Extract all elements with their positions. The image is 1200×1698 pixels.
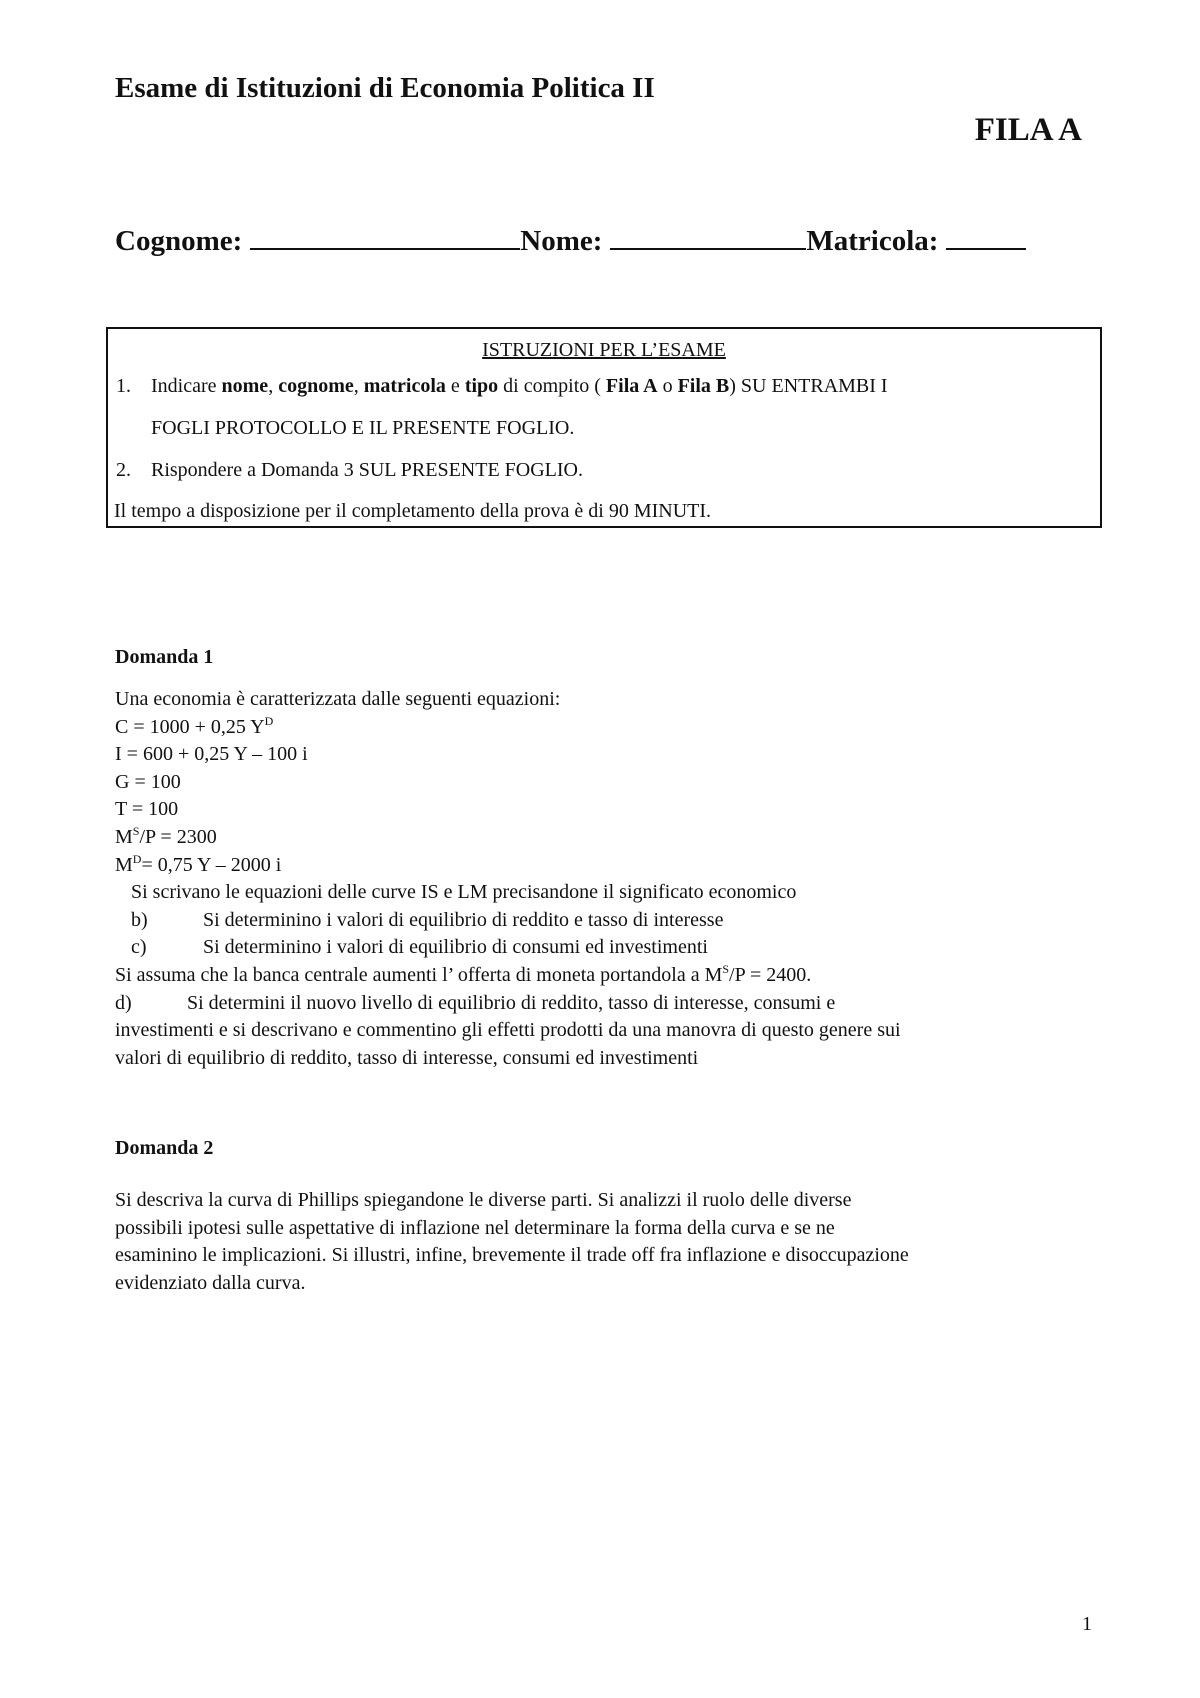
instruction-continuation: FOGLI PROTOCOLLO E IL PRESENTE FOGLIO. xyxy=(151,417,575,439)
instruction-item-2 xyxy=(108,449,1100,491)
equation-text: /P = 2300 xyxy=(139,825,217,848)
instruction-number: 1. xyxy=(116,375,131,397)
question-label: d) xyxy=(115,991,132,1014)
superscript: D xyxy=(264,713,274,728)
exam-title: Esame di Istituzioni di Economia Politica II xyxy=(115,72,655,104)
domanda-2-line: Si descriva la curva di Phillips spiegandone le diverse parti. Si analizzi il ruolo delle diverse xyxy=(115,1189,852,1211)
superscript: S xyxy=(722,961,730,976)
domanda-2 xyxy=(115,1137,1095,1297)
question-d-line-3: valori di equilibrio di reddito, tasso di interesse, consumi ed investimenti xyxy=(115,1046,699,1069)
nome-label: Nome: xyxy=(520,225,603,257)
instruction-bold: matricola xyxy=(363,375,446,397)
instruction-text: ) SU ENTRAMBI I xyxy=(729,375,888,397)
domanda-1-body xyxy=(115,686,1095,1072)
instruction-bold: nome xyxy=(221,375,269,397)
assumption xyxy=(115,962,1095,990)
intro-text: Una economia è caratterizzata dalle seguenti equazioni: xyxy=(115,688,561,710)
equation-t: T = 100 xyxy=(115,798,179,821)
nome-field[interactable] xyxy=(610,226,806,250)
instruction-bold: Fila A xyxy=(605,375,658,397)
question-label: b) xyxy=(131,908,148,931)
page-number: 1 xyxy=(1082,1613,1092,1635)
equation-c xyxy=(115,714,1095,742)
time-note: Il tempo a disposizione per il completamento della prova è di 90 MINUTI. xyxy=(114,500,712,522)
instruction-bold: Fila B xyxy=(677,375,730,397)
question-d xyxy=(115,990,1095,1018)
instruction-bold: cognome xyxy=(278,375,354,397)
instruction-number: 2. xyxy=(116,459,131,481)
assumption-text: Si assuma che la banca centrale aumenti l’ offerta di moneta portandola a M xyxy=(115,963,723,986)
equation-i: I = 600 + 0,25 Y – 100 i xyxy=(115,743,308,766)
equation-md xyxy=(115,852,1095,880)
instructions-box xyxy=(106,327,1102,528)
question-label: c) xyxy=(131,936,147,959)
equation-g: G = 100 xyxy=(115,770,181,793)
instruction-item-1 xyxy=(108,365,1100,449)
question-text: Si determinino i valori di equilibrio di reddito e tasso di interesse xyxy=(203,908,724,931)
domanda-2-body xyxy=(115,1187,1095,1297)
question-text: Si determini il nuovo livello di equilibrio di reddito, tasso di interesse, consumi e xyxy=(187,991,836,1014)
student-id-line xyxy=(115,225,1026,258)
domanda-1-title: Domanda 1 xyxy=(115,646,214,668)
equation-text: M xyxy=(115,853,133,876)
domanda-2-line: evidenziato dalla curva. xyxy=(115,1271,306,1294)
domanda-2-line: possibili ipotesi sulle aspettative di inflazione nel determinare la forma della curva e se ne xyxy=(115,1216,835,1239)
instruction-text: , xyxy=(268,375,274,397)
equation-text: C = 1000 + 0,25 Y xyxy=(115,715,265,738)
question-a: Si scrivano le equazioni delle curve IS e LM precisandone il significato economico xyxy=(131,881,797,904)
domanda-1 xyxy=(115,646,1095,1072)
equation-text: M xyxy=(115,825,133,848)
instruction-text: e xyxy=(450,375,460,397)
domanda-2-title: Domanda 2 xyxy=(115,1137,214,1159)
instructions-title: ISTRUZIONI PER L’ESAME xyxy=(482,339,726,361)
domanda-2-line: esaminino le implicazioni. Si illustri, infine, brevemente il trade off fra inflazione e disoccupazione xyxy=(115,1244,909,1267)
assumption-text: /P = 2400. xyxy=(729,963,812,986)
cognome-field[interactable] xyxy=(250,226,520,250)
instruction-text: Rispondere a Domanda 3 SUL PRESENTE FOGLIO. xyxy=(151,459,583,481)
instruction-text: Indicare xyxy=(151,375,217,397)
question-c xyxy=(115,934,1095,962)
superscript: S xyxy=(132,823,140,838)
superscript: D xyxy=(132,851,142,866)
instruction-text: di compito ( xyxy=(503,375,601,397)
question-d-line-2: investimenti e si descrivano e commentino gli effetti prodotti da una manovra di questo genere sui xyxy=(115,1019,901,1042)
cognome-label: Cognome: xyxy=(115,225,243,257)
matricola-field[interactable] xyxy=(946,226,1026,250)
instruction-bold: tipo xyxy=(464,375,499,397)
question-text: Si determinino i valori di equilibrio di consumi ed investimenti xyxy=(203,936,708,959)
instruction-text: , xyxy=(353,375,359,397)
matricola-label: Matricola: xyxy=(806,225,939,257)
equation-text: = 0,75 Y – 2000 i xyxy=(141,853,282,876)
fila-label: FILA A xyxy=(974,112,1082,148)
equation-ms xyxy=(115,824,1095,852)
instruction-text: o xyxy=(662,375,673,397)
question-b xyxy=(115,907,1095,935)
